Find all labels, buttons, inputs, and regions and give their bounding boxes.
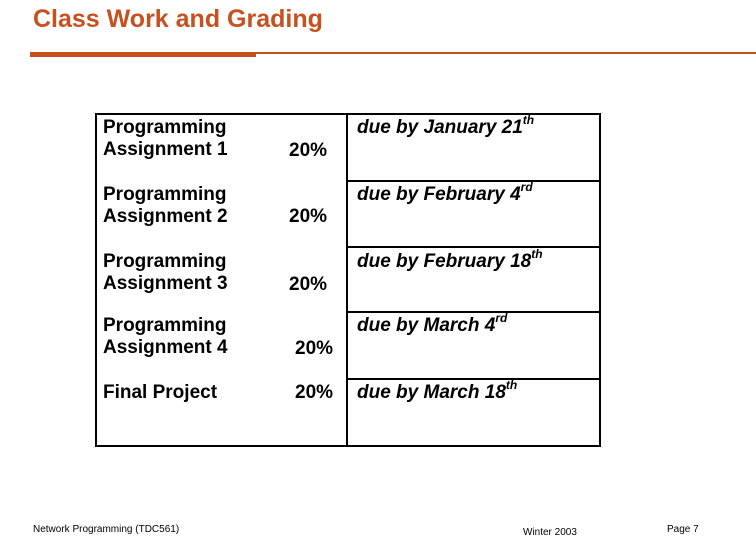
due-date-text: due by January 21 [357,117,523,138]
due-date-suffix: rd [495,311,508,325]
assignment-name-line2: Assignment 3 [103,273,228,294]
due-date-suffix: th [522,113,535,127]
due-date-text: due by March 4 [357,315,496,336]
assignment-name-line1: Programming [103,251,227,272]
row-divider [348,246,601,248]
due-date-suffix: th [505,378,518,392]
assignment-name [103,251,228,295]
weight-value: 20% [289,140,328,161]
due-date-text: due by February 4 [357,184,521,205]
row-divider [348,378,601,380]
weight-value: 20% [289,206,328,227]
weight-value: 20% [295,338,334,359]
due-date [357,113,535,139]
assignment-name-line1: Programming [103,315,227,336]
due-date [357,247,543,273]
weight-value: 20% [295,382,334,403]
assignment-name-line2: Assignment 4 [103,337,228,358]
due-date-text: due by March 18 [357,382,506,403]
footer-course: Network Programming (TDC561) [33,524,180,535]
row-divider [348,180,601,182]
title-divider-accent [30,52,256,57]
assignment-name-line2: Assignment 2 [103,206,228,227]
due-date-suffix: rd [520,180,533,194]
footer-page-number: Page 7 [667,524,699,535]
footer-term: Winter 2003 [523,527,577,538]
due-date [357,180,533,206]
due-date-suffix: th [531,247,543,261]
assignment-name [103,382,217,404]
assignment-name [103,315,228,359]
weight-value: 20% [289,274,328,295]
due-date-text: due by February 18 [357,251,532,272]
assignment-name [103,184,228,228]
page-title: Class Work and Grading [33,5,323,33]
row-divider [348,311,601,313]
assignment-name-line1: Programming [103,184,227,205]
assignment-name-line1: Programming [103,117,227,138]
due-date [357,311,508,337]
assignment-name-line1: Final Project [103,382,218,403]
due-date [357,378,518,404]
column-divider [346,113,348,447]
assignment-name [103,117,228,161]
assignment-name-line2: Assignment 1 [103,139,228,160]
